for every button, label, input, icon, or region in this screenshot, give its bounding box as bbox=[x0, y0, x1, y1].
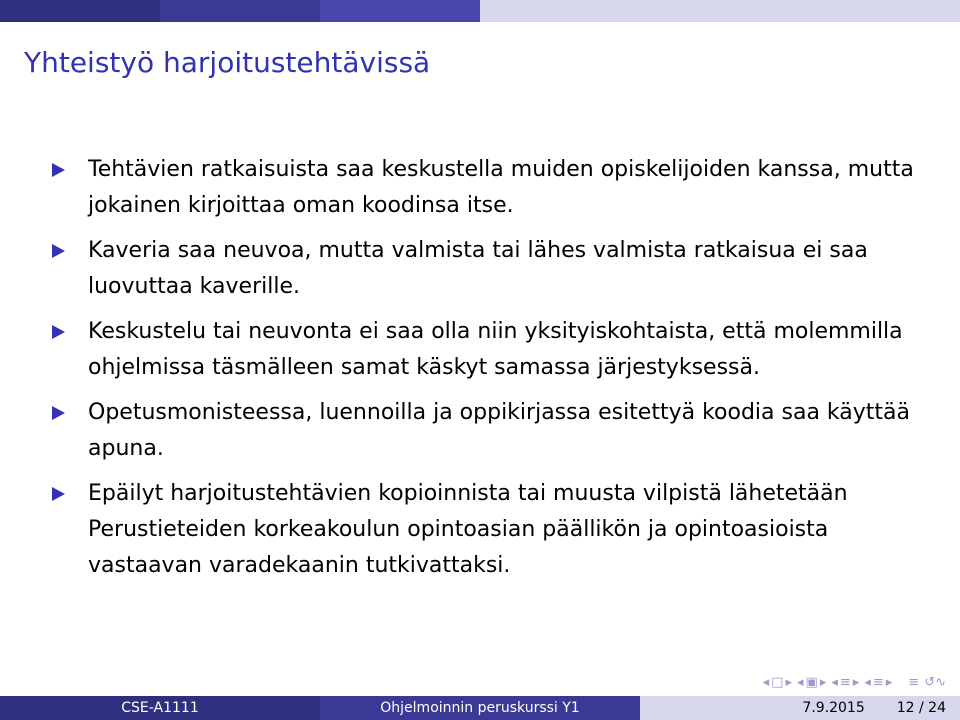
frame-title: Yhteistyö harjoitustehtävissä bbox=[24, 46, 431, 79]
bullet-text: Epäilyt harjoitustehtävien kopioinnista tai muusta vilpistä lähetetään Perustieteiden korkeakoulun opintoasian päällikön ja opintoasioista vastaavan varadekaanin tutkivattaksi. bbox=[88, 481, 848, 578]
bullet-triangle-icon bbox=[52, 163, 65, 177]
nav-frame-forward-icon[interactable]: ▸ bbox=[785, 675, 792, 690]
nav-section-back-icon[interactable]: ◂ bbox=[831, 675, 838, 690]
footer-title: Ohjelmoinnin peruskurssi Y1 bbox=[320, 696, 640, 720]
nav-frame-icon: □ bbox=[771, 675, 784, 690]
top-navigation-bar bbox=[0, 0, 960, 22]
bullet-item bbox=[52, 476, 932, 584]
bullet-item bbox=[52, 233, 932, 305]
top-bar-segment-3[interactable] bbox=[320, 0, 480, 22]
nav-subsection-back-icon[interactable]: ◂ bbox=[797, 675, 804, 690]
footer-right bbox=[640, 696, 960, 720]
nav-align-icon[interactable]: ≡ bbox=[908, 675, 920, 690]
footer-page-number: 12 / 24 bbox=[896, 700, 946, 716]
bullet-list bbox=[52, 152, 932, 593]
nav-subsection-icon: ▣ bbox=[805, 675, 818, 690]
bullet-item bbox=[52, 395, 932, 467]
nav-section-icon: ≡ bbox=[839, 675, 851, 690]
bullet-text: Kaveria saa neuvoa, mutta valmista tai lähes valmista ratkaisua ei saa luovuttaa kaverille. bbox=[88, 238, 868, 299]
footer-bar bbox=[0, 696, 960, 720]
bullet-triangle-icon bbox=[52, 487, 65, 501]
bullet-text: Opetusmonisteessa, luennoilla ja oppikirjassa esitettyä koodia saa käyttää apuna. bbox=[88, 400, 911, 461]
nav-document-back-icon[interactable]: ◂ bbox=[864, 675, 871, 690]
bullet-item bbox=[52, 314, 932, 386]
top-bar-segment-4[interactable] bbox=[480, 0, 960, 22]
footer-date: 7.9.2015 bbox=[802, 700, 865, 716]
bullet-triangle-icon bbox=[52, 406, 65, 420]
nav-section-forward-icon[interactable]: ▸ bbox=[852, 675, 860, 690]
nav-search-icon[interactable]: ↺∿ bbox=[924, 675, 946, 690]
bullet-triangle-icon bbox=[52, 325, 65, 339]
nav-document-icon: ≡ bbox=[872, 675, 884, 690]
bullet-text: Keskustelu tai neuvonta ei saa olla niin yksityiskohtaista, että molemmilla ohjelmissa täsmälleen samat käskyt samassa järjestyksessä. bbox=[88, 319, 903, 380]
bullet-item bbox=[52, 152, 932, 224]
bullet-text: Tehtävien ratkaisuista saa keskustella muiden opiskelijoiden kanssa, mutta jokainen kirjoittaa oman koodinsa itse. bbox=[88, 157, 914, 218]
top-bar-segment-1[interactable] bbox=[0, 0, 160, 22]
footer-course: CSE-A1111 bbox=[0, 696, 320, 720]
nav-document-forward-icon[interactable]: ▸ bbox=[885, 675, 893, 690]
top-bar-segment-2[interactable] bbox=[160, 0, 320, 22]
bullet-triangle-icon bbox=[52, 244, 65, 258]
nav-subsection-forward-icon[interactable]: ▸ bbox=[819, 675, 827, 690]
beamer-navigation-symbols bbox=[763, 676, 946, 690]
nav-frame-back-icon[interactable]: ◂ bbox=[762, 675, 770, 690]
